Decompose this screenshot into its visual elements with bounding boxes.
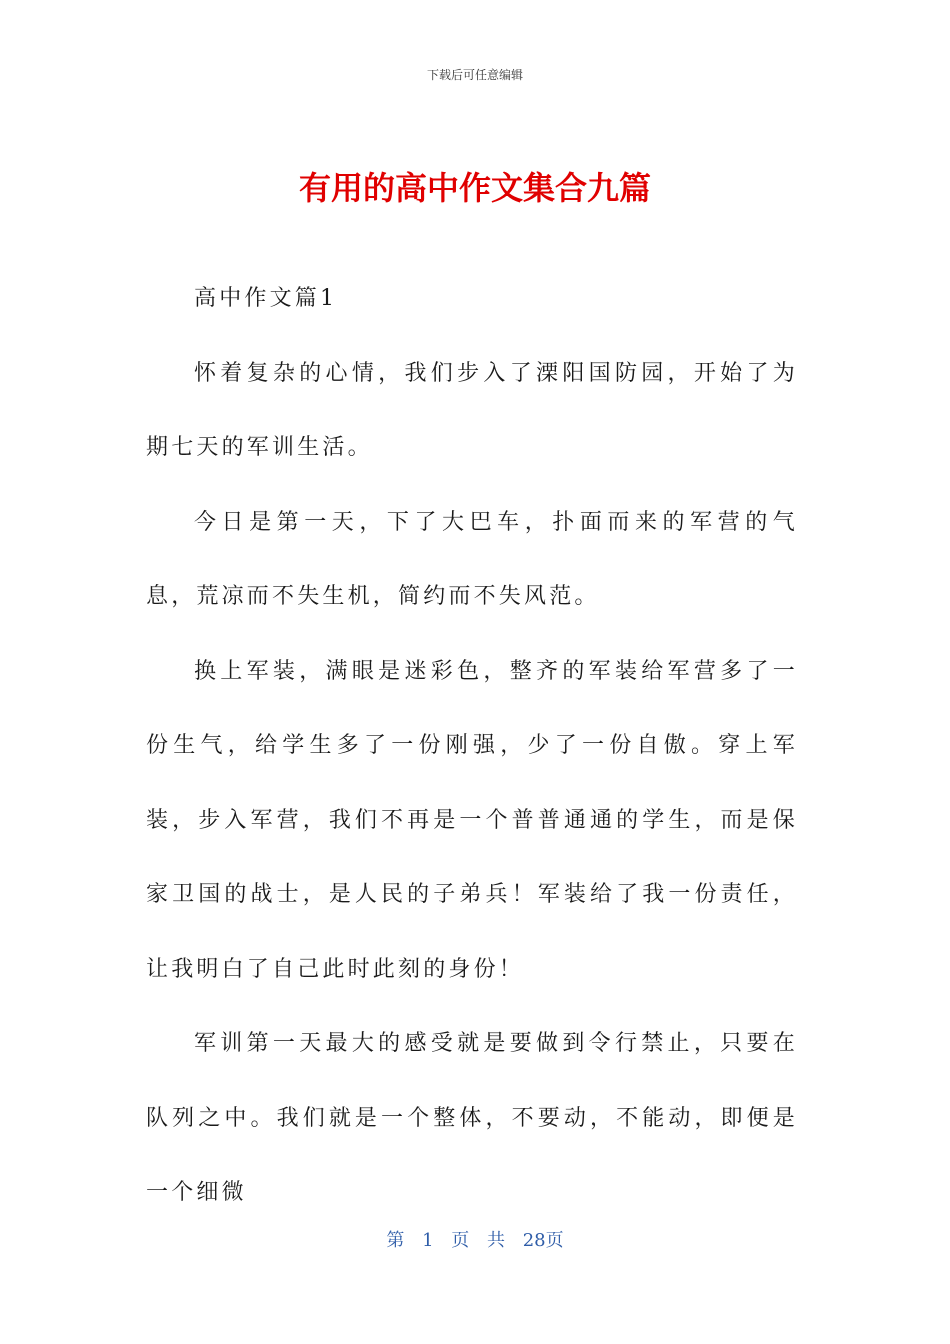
footer-page-unit: 页 <box>451 1230 470 1251</box>
header-note: 下载后可任意编辑 <box>426 68 523 82</box>
total-pages: 28页 <box>522 1230 564 1251</box>
paragraph: 怀着复杂的心情，我们步入了溧阳国防园，开始了为期七天的军训生活。 <box>146 360 798 460</box>
page-footer <box>0 1226 950 1252</box>
footer-total-prefix: 共 <box>487 1230 505 1251</box>
current-page-number: 1 <box>422 1230 434 1251</box>
footer-prefix: 第 <box>386 1230 405 1251</box>
paragraph: 今日是第一天，下了大巴车，扑面而来的军营的气息，荒凉而不失生机，简约而不失风范。 <box>146 509 798 609</box>
document-body <box>146 262 798 1231</box>
paragraph: 军训第一天最大的感受就是要做到令行禁止，只要在队列之中。我们就是一个整体，不要动，不能动，即便是一个细微 <box>146 1031 798 1205</box>
paragraph: 换上军装，满眼是迷彩色，整齐的军装给军营多了一份生气，给学生多了一份刚强，少了一份自傲。穿上军装，步入军营，我们不再是一个普普通通的学生，而是保家卫国的战士，是人民的子弟兵！军装给了我一份责任，让我明白了自己此时此刻的身份！ <box>146 658 798 982</box>
document-title: 有用的高中作文集合九篇 <box>298 169 651 208</box>
paragraph-heading: 高中作文篇1 <box>194 286 338 311</box>
